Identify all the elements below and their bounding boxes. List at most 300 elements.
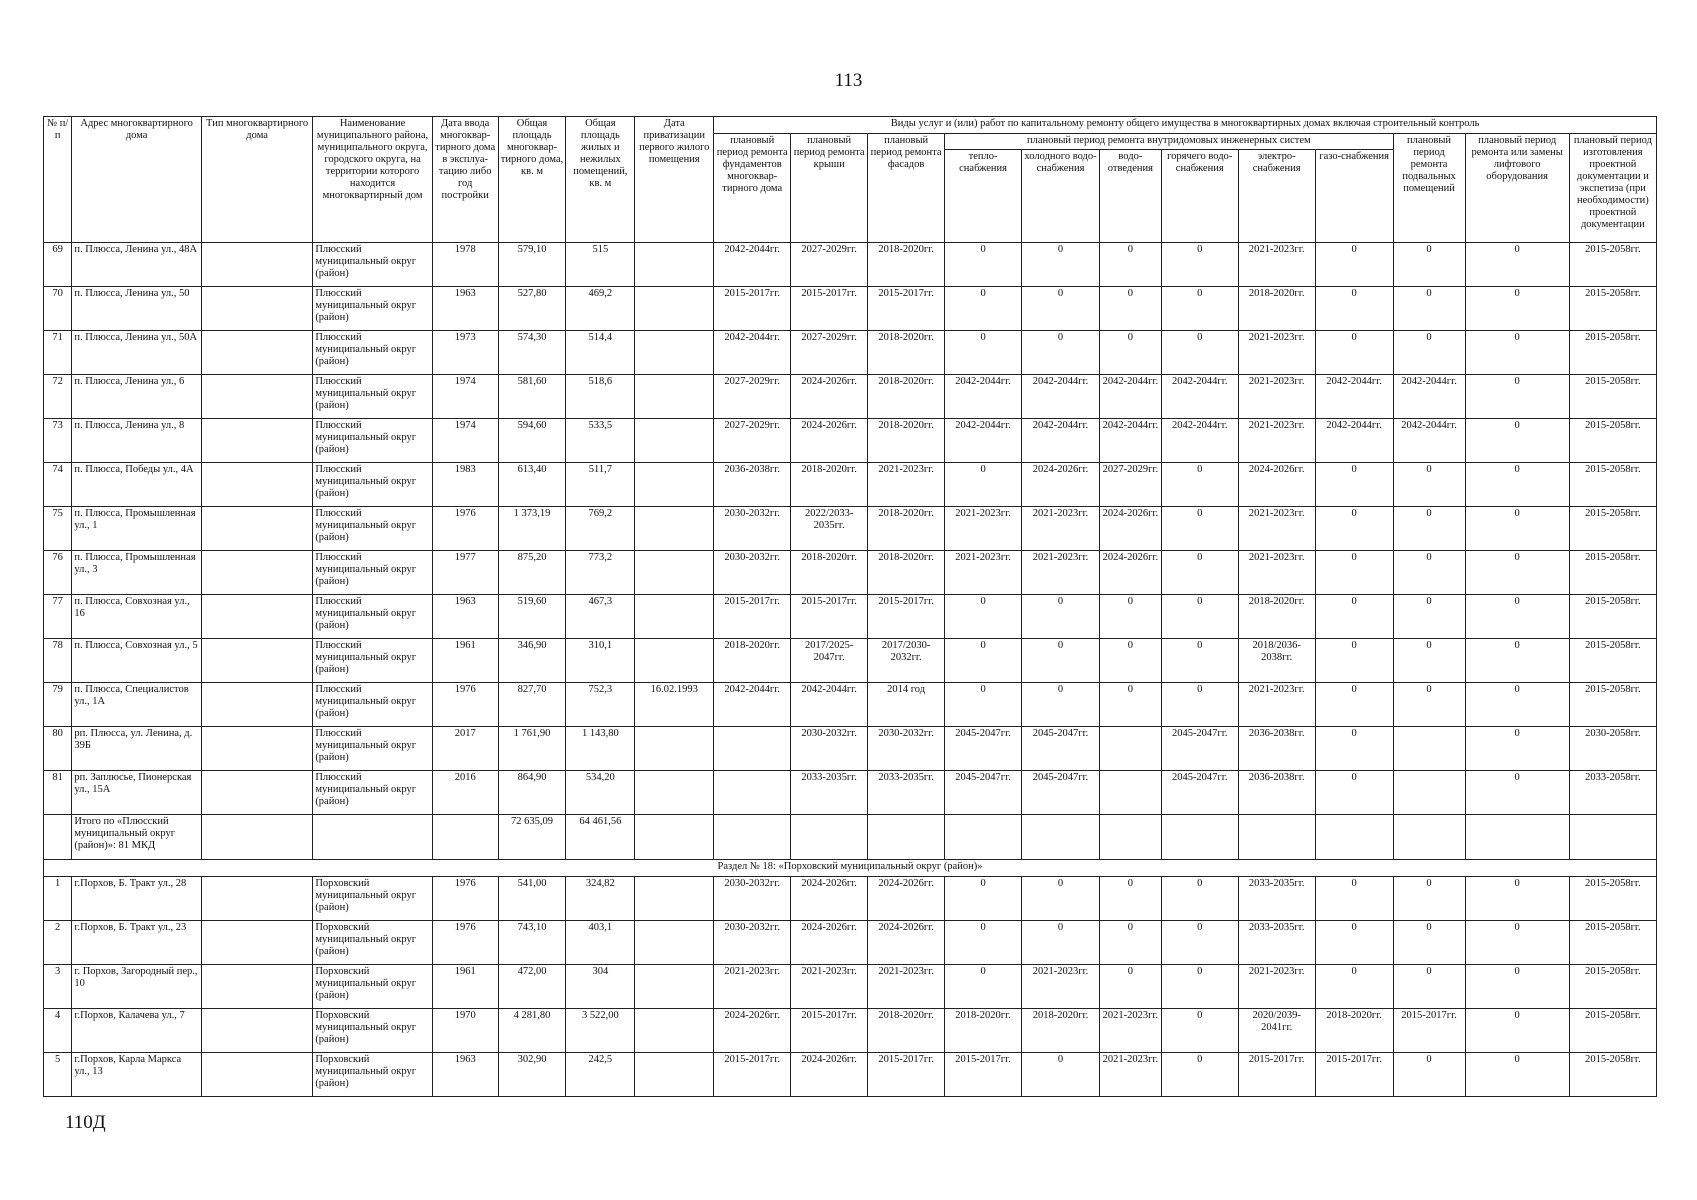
cell-roof: 2021-2023гг. [791,965,868,1009]
total-label: Итого по «Плюсский муниципальный округ (район)»: 81 МКД [72,815,202,860]
cell-address: рп. Заплюсье, Пионерская ул., 15А [72,771,202,815]
cell-elec: 2033-2035гг. [1238,921,1315,965]
cell-address: п. Плюсса, Ленина ул., 50А [72,331,202,375]
section-row [44,860,1657,877]
cell-priv [635,551,714,595]
table-row [44,507,1657,551]
header-engineering-group: плановый период ремонта внутридомовых инженерных систем [945,134,1394,150]
cell-address: п. Плюсса, Ленина ул., 48А [72,243,202,287]
table-row [44,287,1657,331]
cell-gas: 0 [1315,243,1393,287]
cell-heat: 0 [945,639,1022,683]
page-number: 113 [834,70,863,91]
cell-hot: 0 [1161,243,1238,287]
cell-n: 79 [44,683,72,727]
cell-n: 74 [44,463,72,507]
cell-living: 515 [566,243,635,287]
cell-elec: 2018/2036-2038гг. [1238,639,1315,683]
cell-district: Плюсский муниципальный округ (район) [313,727,432,771]
cell-facade: 2018-2020гг. [868,419,945,463]
cell-total: 613,40 [498,463,566,507]
cell-roof: 2018-2020гг. [791,551,868,595]
cell-n: 75 [44,507,72,551]
cell-living: 467,3 [566,595,635,639]
cell-elec: 2021-2023гг. [1238,683,1315,727]
cell-sewer: 0 [1100,921,1162,965]
cell-heat: 0 [945,463,1022,507]
cell-elec: 2020/2039-2041гг. [1238,1009,1315,1053]
cell-year: 1977 [432,551,498,595]
cell-n: 77 [44,595,72,639]
header-roof: плановый период ремонта крыши [791,134,868,243]
cell-heat: 2021-2023гг. [945,507,1022,551]
cell-hot: 0 [1161,965,1238,1009]
cell-priv [635,1009,714,1053]
cell-address: г.Порхов, Б. Тракт ул., 23 [72,921,202,965]
cell-total: 574,30 [498,331,566,375]
cell-hot: 0 [1161,921,1238,965]
cell-design: 2015-2058гг. [1569,331,1656,375]
cell-priv: 16.02.1993 [635,683,714,727]
cell-roof: 2027-2029гг. [791,331,868,375]
table-row [44,419,1657,463]
cell-elevator: 0 [1465,771,1569,815]
cell-living: 514,4 [566,331,635,375]
cell-gas: 0 [1315,683,1393,727]
cell-gas: 0 [1315,921,1393,965]
cell-sewer: 2042-2044гг. [1100,375,1162,419]
cell-gas: 2018-2020гг. [1315,1009,1393,1053]
cell-elevator: 0 [1465,243,1569,287]
cell-gas: 0 [1315,877,1393,921]
cell-facade: 2033-2035гг. [868,771,945,815]
cell-heat: 0 [945,287,1022,331]
cell-priv [635,1053,714,1097]
cell-year: 1976 [432,683,498,727]
cell-year: 1963 [432,1053,498,1097]
cell-gas: 2042-2044гг. [1315,419,1393,463]
cell-living: 3 522,00 [566,1009,635,1053]
cell-design: 2015-2058гг. [1569,1009,1656,1053]
cell-living: 511,7 [566,463,635,507]
cell-design: 2030-2058гг. [1569,727,1656,771]
cell-roof: 2022/2033-2035гг. [791,507,868,551]
cell-address: п. Плюсса, Победы ул., 4А [72,463,202,507]
cell-cold: 2024-2026гг. [1022,463,1100,507]
cell-sewer: 2024-2026гг. [1100,551,1162,595]
cell-n: 4 [44,1009,72,1053]
cell-roof: 2018-2020гг. [791,463,868,507]
cell-total: 541,00 [498,877,566,921]
cell-elec: 2015-2017гг. [1238,1053,1315,1097]
cell-design: 2015-2058гг. [1569,419,1656,463]
cell-basement [1393,771,1465,815]
cell-sewer: 2024-2026гг. [1100,507,1162,551]
cell-n: 70 [44,287,72,331]
cell-total: 1 373,19 [498,507,566,551]
cell-hot: 0 [1161,639,1238,683]
cell-design: 2015-2058гг. [1569,507,1656,551]
cell-year: 1976 [432,877,498,921]
table-row [44,375,1657,419]
cell-district: Плюсский муниципальный округ (район) [313,419,432,463]
cell-elevator: 0 [1465,375,1569,419]
capital-repair-table [43,116,1657,1097]
cell-gas: 2042-2044гг. [1315,375,1393,419]
cell-living: 310,1 [566,639,635,683]
cell-sewer: 2021-2023гг. [1100,1009,1162,1053]
cell-address: п. Плюсса, Совхозная ул., 16 [72,595,202,639]
cell-elevator: 0 [1465,1053,1569,1097]
cell-basement: 0 [1393,683,1465,727]
cell-year: 1976 [432,507,498,551]
cell-elevator: 0 [1465,595,1569,639]
cell-address: рп. Плюсса, ул. Ленина, д. 39Б [72,727,202,771]
cell-hot: 0 [1161,551,1238,595]
cell-gas: 0 [1315,639,1393,683]
cell-heat: 0 [945,921,1022,965]
cell-elevator: 0 [1465,419,1569,463]
cell-type [201,331,312,375]
cell-found: 2036-2038гг. [714,463,791,507]
cell-found: 2015-2017гг. [714,595,791,639]
cell-facade: 2018-2020гг. [868,375,945,419]
total-area-sum: 72 635,09 [498,815,566,860]
cell-living: 769,2 [566,507,635,551]
table-row [44,639,1657,683]
cell-gas: 0 [1315,463,1393,507]
cell-priv [635,331,714,375]
cell-year: 1961 [432,965,498,1009]
table-row [44,595,1657,639]
cell-cold: 0 [1022,595,1100,639]
cell-design: 2015-2058гг. [1569,921,1656,965]
cell-sewer: 2027-2029гг. [1100,463,1162,507]
cell-priv [635,419,714,463]
cell-sewer: 2021-2023гг. [1100,1053,1162,1097]
header-elevator: плановый период ремонта или замены лифтового оборудования [1465,134,1569,243]
cell-gas: 0 [1315,331,1393,375]
cell-found: 2021-2023гг. [714,965,791,1009]
cell-year: 1974 [432,419,498,463]
cell-total: 827,70 [498,683,566,727]
cell-year: 1983 [432,463,498,507]
cell-elec: 2036-2038гг. [1238,727,1315,771]
cell-design: 2015-2058гг. [1569,1053,1656,1097]
cell-total: 1 761,90 [498,727,566,771]
cell-basement: 0 [1393,287,1465,331]
cell-roof: 2024-2026гг. [791,375,868,419]
cell-found: 2042-2044гг. [714,683,791,727]
header-type: Тип многоквартирного дома [201,117,312,243]
cell-found: 2015-2017гг. [714,1053,791,1097]
cell-elevator: 0 [1465,965,1569,1009]
table-body-plyussa [44,243,1657,815]
header-basement: плановый период ремонта подвальных помещений [1393,134,1465,243]
cell-roof: 2015-2017гг. [791,1009,868,1053]
header-address: Адрес многоквартирного дома [72,117,202,243]
cell-design: 2015-2058гг. [1569,551,1656,595]
cell-hot: 0 [1161,463,1238,507]
cell-living: 533,5 [566,419,635,463]
cell-found: 2030-2032гг. [714,877,791,921]
section-title: Раздел № 18: «Порховский муниципальный округ (район)» [44,860,1657,877]
cell-n: 5 [44,1053,72,1097]
cell-total: 346,90 [498,639,566,683]
cell-hot: 2042-2044гг. [1161,375,1238,419]
cell-elec: 2024-2026гг. [1238,463,1315,507]
cell-hot: 0 [1161,331,1238,375]
cell-address: п. Плюсса, Ленина ул., 50 [72,287,202,331]
cell-n: 69 [44,243,72,287]
cell-elec: 2036-2038гг. [1238,771,1315,815]
cell-elec: 2021-2023гг. [1238,419,1315,463]
cell-year: 1974 [432,375,498,419]
capital-repair-table-wrap [43,116,1657,1097]
cell-roof: 2015-2017гг. [791,287,868,331]
cell-facade: 2021-2023гг. [868,965,945,1009]
cell-elec: 2021-2023гг. [1238,551,1315,595]
cell-cold: 0 [1022,1053,1100,1097]
cell-type [201,595,312,639]
cell-facade: 2024-2026гг. [868,921,945,965]
cell-n: 76 [44,551,72,595]
cell-living: 469,2 [566,287,635,331]
cell-facade: 2015-2017гг. [868,1053,945,1097]
cell-total: 527,80 [498,287,566,331]
total-living-sum: 64 461,56 [566,815,635,860]
cell-hot: 2045-2047гг. [1161,727,1238,771]
cell-elevator: 0 [1465,921,1569,965]
cell-basement: 0 [1393,639,1465,683]
cell-living: 773,2 [566,551,635,595]
cell-type [201,507,312,551]
cell-basement: 0 [1393,243,1465,287]
table-row [44,921,1657,965]
cell-cold: 0 [1022,683,1100,727]
cell-heat: 0 [945,877,1022,921]
cell-facade: 2015-2017гг. [868,595,945,639]
cell-found: 2042-2044гг. [714,243,791,287]
cell-total: 579,10 [498,243,566,287]
table-row [44,463,1657,507]
cell-type [201,419,312,463]
cell-district: Плюсский муниципальный округ (район) [313,683,432,727]
cell-facade: 2018-2020гг. [868,331,945,375]
footer-code: 110Д [65,1112,106,1133]
cell-type [201,921,312,965]
cell-living: 518,6 [566,375,635,419]
cell-heat: 2045-2047гг. [945,727,1022,771]
header-gas: газо-снабжения [1315,150,1393,243]
cell-address: п. Плюсса, Промышленная ул., 3 [72,551,202,595]
cell-sewer: 0 [1100,331,1162,375]
cell-heat: 0 [945,683,1022,727]
cell-living: 752,3 [566,683,635,727]
cell-gas: 0 [1315,287,1393,331]
cell-cold: 0 [1022,331,1100,375]
header-district: Наименование муниципального района, муниципального округа, городского округа, на территории которого находится многоквартирный дом [313,117,432,243]
cell-basement: 0 [1393,507,1465,551]
cell-district: Плюсский муниципальный округ (район) [313,771,432,815]
header-privatization: Дата приватизации первого жилого помещения [635,117,714,243]
cell-found [714,771,791,815]
cell-roof: 2033-2035гг. [791,771,868,815]
cell-year: 1976 [432,921,498,965]
cell-found: 2030-2032гг. [714,921,791,965]
cell-facade: 2018-2020гг. [868,243,945,287]
cell-found: 2024-2026гг. [714,1009,791,1053]
cell-found: 2018-2020гг. [714,639,791,683]
cell-basement: 0 [1393,551,1465,595]
cell-type [201,375,312,419]
cell-district: Порховский муниципальный округ (район) [313,921,432,965]
cell-address: г.Порхов, Карла Маркса ул., 13 [72,1053,202,1097]
cell-cold: 2021-2023гг. [1022,507,1100,551]
cell-district: Порховский муниципальный округ (район) [313,1009,432,1053]
cell-district: Плюсский муниципальный округ (район) [313,639,432,683]
cell-basement: 0 [1393,921,1465,965]
cell-elec: 2018-2020гг. [1238,287,1315,331]
cell-cold: 2042-2044гг. [1022,375,1100,419]
cell-roof: 2027-2029гг. [791,243,868,287]
cell-district: Порховский муниципальный округ (район) [313,877,432,921]
cell-elec: 2021-2023гг. [1238,507,1315,551]
cell-address: г. Порхов, Загородный пер., 10 [72,965,202,1009]
cell-type [201,463,312,507]
cell-basement: 2042-2044гг. [1393,419,1465,463]
cell-n: 78 [44,639,72,683]
cell-total: 875,20 [498,551,566,595]
header-date-commission: Дата ввода многоквар-тирного дома в эксплуа-тацию либо год постройки [432,117,498,243]
cell-basement: 2042-2044гг. [1393,375,1465,419]
cell-hot: 0 [1161,683,1238,727]
cell-n: 72 [44,375,72,419]
header-hot-water: горячего водо-снабжения [1161,150,1238,243]
cell-type [201,771,312,815]
cell-heat: 2018-2020гг. [945,1009,1022,1053]
cell-district: Плюсский муниципальный округ (район) [313,595,432,639]
cell-hot: 0 [1161,1009,1238,1053]
cell-n: 81 [44,771,72,815]
cell-district: Плюсский муниципальный округ (район) [313,287,432,331]
cell-district: Плюсский муниципальный округ (район) [313,507,432,551]
cell-n: 3 [44,965,72,1009]
cell-gas: 2015-2017гг. [1315,1053,1393,1097]
cell-hot: 0 [1161,287,1238,331]
cell-elec: 2021-2023гг. [1238,375,1315,419]
cell-priv [635,771,714,815]
cell-address: г.Порхов, Калачева ул., 7 [72,1009,202,1053]
cell-priv [635,877,714,921]
cell-sewer [1100,771,1162,815]
cell-heat: 2045-2047гг. [945,771,1022,815]
cell-hot: 0 [1161,877,1238,921]
cell-found: 2015-2017гг. [714,287,791,331]
cell-design: 2015-2058гг. [1569,639,1656,683]
cell-address: п. Плюсса, Совхозная ул., 5 [72,639,202,683]
cell-cold: 2021-2023гг. [1022,965,1100,1009]
cell-living: 242,5 [566,1053,635,1097]
cell-year: 1963 [432,287,498,331]
cell-design: 2015-2058гг. [1569,287,1656,331]
cell-living: 1 143,80 [566,727,635,771]
cell-elevator: 0 [1465,331,1569,375]
cell-total: 864,90 [498,771,566,815]
cell-hot: 0 [1161,507,1238,551]
cell-total: 4 281,80 [498,1009,566,1053]
cell-n: 2 [44,921,72,965]
cell-priv [635,639,714,683]
cell-cold: 2021-2023гг. [1022,551,1100,595]
cell-type [201,551,312,595]
cell-gas: 0 [1315,551,1393,595]
cell-priv [635,243,714,287]
cell-total: 519,60 [498,595,566,639]
cell-type [201,1009,312,1053]
cell-priv [635,727,714,771]
cell-cold: 0 [1022,287,1100,331]
cell-total: 594,60 [498,419,566,463]
cell-found: 2042-2044гг. [714,331,791,375]
cell-roof: 2024-2026гг. [791,1053,868,1097]
cell-elevator: 0 [1465,1009,1569,1053]
cell-sewer: 0 [1100,965,1162,1009]
cell-elevator: 0 [1465,463,1569,507]
cell-sewer: 0 [1100,595,1162,639]
cell-facade: 2024-2026гг. [868,877,945,921]
cell-n: 80 [44,727,72,771]
cell-found: 2030-2032гг. [714,507,791,551]
cell-year: 1973 [432,331,498,375]
cell-priv [635,921,714,965]
cell-cold: 0 [1022,639,1100,683]
cell-year: 1963 [432,595,498,639]
header-heat: тепло-снабжения [945,150,1022,243]
cell-hot: 0 [1161,595,1238,639]
cell-priv [635,507,714,551]
cell-roof: 2030-2032гг. [791,727,868,771]
cell-roof: 2024-2026гг. [791,921,868,965]
cell-sewer [1100,727,1162,771]
cell-type [201,243,312,287]
cell-roof: 2042-2044гг. [791,683,868,727]
cell-priv [635,287,714,331]
cell-cold: 0 [1022,921,1100,965]
header-foundation: плановый период ремонта фундаментов многоквар-тирного дома [714,134,791,243]
header-facade: плановый период ремонта фасадов [868,134,945,243]
cell-facade: 2030-2032гг. [868,727,945,771]
cell-sewer: 2042-2044гг. [1100,419,1162,463]
cell-year: 2017 [432,727,498,771]
cell-district: Плюсский муниципальный округ (район) [313,463,432,507]
cell-type [201,877,312,921]
cell-priv [635,965,714,1009]
cell-heat: 2021-2023гг. [945,551,1022,595]
cell-year: 1970 [432,1009,498,1053]
cell-elevator: 0 [1465,683,1569,727]
table-row [44,1053,1657,1097]
cell-facade: 2017/2030-2032гг. [868,639,945,683]
table-row [44,243,1657,287]
cell-elevator: 0 [1465,507,1569,551]
cell-cold: 0 [1022,243,1100,287]
cell-living: 534,20 [566,771,635,815]
cell-n: 71 [44,331,72,375]
cell-type [201,1053,312,1097]
cell-basement: 0 [1393,1053,1465,1097]
cell-roof: 2017/2025-2047гг. [791,639,868,683]
